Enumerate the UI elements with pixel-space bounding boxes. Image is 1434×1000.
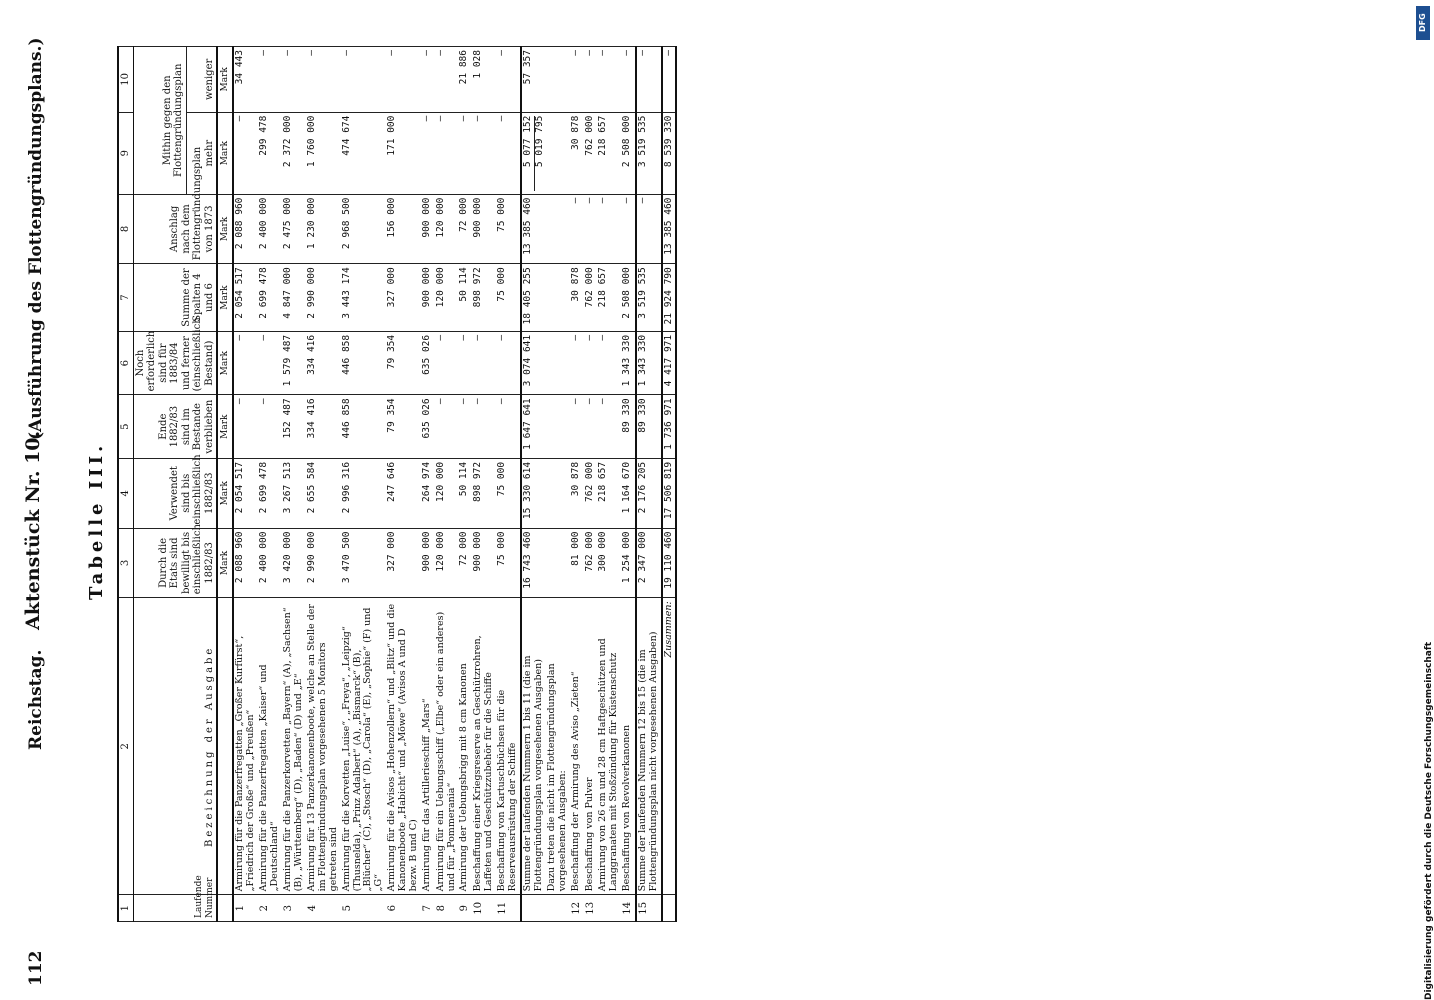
cell-c3: 75 000 bbox=[496, 528, 521, 598]
cell-c6: 1 579 487 bbox=[282, 331, 306, 395]
cell-n: 14 bbox=[621, 895, 636, 922]
header-mehr: mehr bbox=[186, 112, 217, 194]
col-num: 2 bbox=[118, 598, 133, 895]
cell-c10: — bbox=[597, 47, 621, 113]
cell-c8: — bbox=[597, 194, 621, 264]
cell-c4: 218 657 bbox=[597, 458, 621, 528]
unit-row bbox=[217, 47, 233, 922]
cell-desc: Armirung für das Artillerieschiff „Mars“ bbox=[421, 598, 435, 895]
cell-c7: 4 847 000 bbox=[282, 264, 306, 332]
cell-c5: 89 330 bbox=[621, 395, 636, 459]
cell-c5: 446 858 bbox=[341, 395, 387, 459]
cell-c3: 2 088 960 bbox=[233, 528, 258, 598]
header-weniger: weniger bbox=[186, 47, 217, 113]
cell-c9: 171 000 bbox=[386, 112, 421, 194]
col-num: 3 bbox=[118, 528, 133, 598]
col-num: 9 bbox=[118, 112, 133, 194]
cell-n: 12 bbox=[570, 895, 584, 922]
cell-desc: Armirung für die Avisos „Hohenzollern“ und „Blitz“ und die Kanonenboote „Habicht“ und „Möwe“ (Avisos A und D bezw. B und C) bbox=[386, 598, 421, 895]
digitization-note: Digitalisierung gefördert durch die Deutsche Forschungsgemeinschaft bbox=[1424, 641, 1434, 1000]
cell-c7: 75 000 bbox=[496, 264, 521, 332]
cell-c3: 16 743 460 bbox=[521, 528, 547, 598]
cell-c6: — bbox=[597, 331, 621, 395]
total-row bbox=[662, 47, 677, 922]
cell-c8: 120 000 bbox=[435, 194, 459, 264]
cell-c10: — bbox=[662, 47, 677, 113]
cell-c8: 2 475 000 bbox=[282, 194, 306, 264]
column-number-row bbox=[118, 47, 133, 922]
sum-desc: Summe der laufenden Nummern 12 bis 15 (die im Flottengründungsplan nicht vorgesehenen Ausgaben) bbox=[636, 598, 662, 895]
cell-c4: 75 000 bbox=[496, 458, 521, 528]
cell-n: 6 bbox=[386, 895, 421, 922]
cell-c7: 3 443 174 bbox=[341, 264, 387, 332]
cell-c9: 8 539 330 bbox=[662, 112, 677, 194]
cell-c8: 13 385 460 bbox=[521, 194, 547, 264]
cell-c5: — bbox=[570, 395, 584, 459]
cell-c4: 1 164 670 bbox=[621, 458, 636, 528]
cell-c4: 2 699 478 bbox=[258, 458, 282, 528]
cell-c10: — bbox=[435, 47, 459, 113]
cell-n: 8 bbox=[435, 895, 459, 922]
cell-c5: 635 026 bbox=[421, 395, 435, 459]
cell-desc: Armirung von 26 cm und 28 cm Haftgeschützen und Langgranaten mit Stoßzündung für Küstenschutz bbox=[597, 598, 621, 895]
cell-c9: 2 508 000 bbox=[621, 112, 636, 194]
cell-c4: 50 114 bbox=[458, 458, 472, 528]
cell-c4: 2 054 517 bbox=[233, 458, 258, 528]
col-num: 7 bbox=[118, 264, 133, 332]
cell-n bbox=[597, 895, 621, 922]
header-bezeichnung: Bezeichnung der Ausgabe bbox=[133, 598, 217, 895]
sum-row-unplanned bbox=[636, 47, 662, 922]
cell-c6: — bbox=[496, 331, 521, 395]
cell-desc: Armirung für 13 Panzerkanonenboote, welche an Stelle der im Flottengründungsplan vorgesehenen 5 Monitors getreten sind bbox=[306, 598, 341, 895]
cell-n: 11 bbox=[496, 895, 521, 922]
unit-label: Mark bbox=[217, 194, 233, 264]
col-num: 4 bbox=[118, 458, 133, 528]
table-row bbox=[421, 47, 435, 922]
cell-c6: — bbox=[584, 331, 598, 395]
col-num: 1 bbox=[118, 895, 133, 922]
cell-c10: — bbox=[258, 47, 282, 113]
cell-n: 2 bbox=[258, 895, 282, 922]
unit-label: Mark bbox=[217, 528, 233, 598]
header-summe: Summe der Spalten 4 und 6 bbox=[133, 264, 217, 332]
cell-n: 13 bbox=[584, 895, 598, 922]
cell-c4: 2 176 205 bbox=[636, 458, 662, 528]
cell-c9: 1 760 000 bbox=[306, 112, 341, 194]
dfg-logo: DFG bbox=[1416, 6, 1430, 40]
cell-c6: 334 416 bbox=[306, 331, 341, 395]
cell-c6: 635 026 bbox=[421, 331, 435, 395]
cell-c9: 30 878 bbox=[570, 112, 584, 194]
cell-c6: — bbox=[233, 331, 258, 395]
cell-c4: 247 646 bbox=[386, 458, 421, 528]
cell-c5: 79 354 bbox=[386, 395, 421, 459]
cell-c10: 34 443 bbox=[233, 47, 258, 113]
table-body-planned bbox=[233, 47, 520, 922]
sum-desc: Summe der laufenden Nummern 1 bis 11 (die im Flottengründungsplan vorgesehenen Ausgaben) bbox=[521, 598, 547, 895]
unit-label: Mark bbox=[217, 458, 233, 528]
cell-c3: 2 400 000 bbox=[258, 528, 282, 598]
cell-c7: 762 000 bbox=[584, 264, 598, 332]
table-title: Tabelle III. bbox=[86, 441, 107, 600]
cell-c9: 2 372 000 bbox=[282, 112, 306, 194]
cell-c4: 30 878 bbox=[570, 458, 584, 528]
cell-c3: 3 420 000 bbox=[282, 528, 306, 598]
cell-c10: 21 886 bbox=[458, 47, 472, 113]
cell-n: 10 bbox=[472, 895, 496, 922]
cell-c8: — bbox=[584, 194, 598, 264]
unit-label: Mark bbox=[217, 331, 233, 395]
unit-label: Mark bbox=[217, 112, 233, 194]
table-row bbox=[472, 47, 496, 922]
cell-c7: 21 924 790 bbox=[662, 264, 677, 332]
header-subtitle: (Ausführung des Flottengründungsplans.) bbox=[26, 37, 46, 440]
cell-c10: 57 357 bbox=[521, 47, 547, 113]
cell-c6: 446 858 bbox=[341, 331, 387, 395]
cell-c5: — bbox=[233, 395, 258, 459]
cell-c7: 2 508 000 bbox=[621, 264, 636, 332]
cell-c10: 1 028 bbox=[472, 47, 496, 113]
sum-c9-net: 5 019 795 bbox=[534, 116, 546, 191]
cell-c8: 156 000 bbox=[386, 194, 421, 264]
header-laufende-nummer: Laufende Nummer bbox=[133, 895, 217, 922]
cell-c4: 762 000 bbox=[584, 458, 598, 528]
cell-c9: 3 519 535 bbox=[636, 112, 662, 194]
header-bewilligt: Durch die Etats sind bewilligt bis einschließlich 1882/83 bbox=[133, 528, 217, 598]
cell-c5: — bbox=[496, 395, 521, 459]
cell-c8: 900 000 bbox=[472, 194, 496, 264]
cell-c6: 79 354 bbox=[386, 331, 421, 395]
cell-c9: — bbox=[435, 112, 459, 194]
cell-desc: Armirung für die Panzerfregatten „Kaiser“ und „Deutschland“ bbox=[258, 598, 282, 895]
col-num: 5 bbox=[118, 395, 133, 459]
cell-c7: 327 000 bbox=[386, 264, 421, 332]
cell-n: 1 bbox=[233, 895, 258, 922]
cell-c6: 1 343 330 bbox=[636, 331, 662, 395]
table-row bbox=[570, 47, 584, 922]
cell-desc: Armirung für die Panzerfregatten „Großer Kurfürst“, „Friedrich der Große“ und „Preußen“ bbox=[233, 598, 258, 895]
cell-c4: 17 506 819 bbox=[662, 458, 677, 528]
col-num: 6 bbox=[118, 331, 133, 395]
cell-c3: 2 990 000 bbox=[306, 528, 341, 598]
cell-desc: Beschaffung von Revolverkanonen bbox=[621, 598, 636, 895]
cell-n: 5 bbox=[341, 895, 387, 922]
cell-c10: — bbox=[496, 47, 521, 113]
cell-c4: 3 267 513 bbox=[282, 458, 306, 528]
table-row bbox=[621, 47, 636, 922]
cell-c5: 1 736 971 bbox=[662, 395, 677, 459]
cell-c9: — bbox=[472, 112, 496, 194]
table-row bbox=[386, 47, 421, 922]
table-row bbox=[306, 47, 341, 922]
cell-n: 3 bbox=[282, 895, 306, 922]
cell-c7: 2 699 478 bbox=[258, 264, 282, 332]
cell-desc: Armirung der Uebungsbrigg mit 8 cm Kanonen bbox=[458, 598, 472, 895]
cell-desc: Beschaffung von Kartuschbüchsen für die Reserveausrüstung der Schiffe bbox=[496, 598, 521, 895]
cell-c3: 1 254 000 bbox=[621, 528, 636, 598]
cell-c3: 81 000 bbox=[570, 528, 584, 598]
col-num: 8 bbox=[118, 194, 133, 264]
cell-n: 9 bbox=[458, 895, 472, 922]
cell-c6: 4 417 971 bbox=[662, 331, 677, 395]
cell-c3: 19 110 460 bbox=[662, 528, 677, 598]
cell-c3: 3 470 500 bbox=[341, 528, 387, 598]
cell-c8: 75 000 bbox=[496, 194, 521, 264]
cell-c8: — bbox=[636, 194, 662, 264]
header-row bbox=[133, 47, 186, 922]
cell-c8: 2 400 000 bbox=[258, 194, 282, 264]
header-anschlag: Anschlag nach dem Flottengründungsplan von 1873 bbox=[133, 194, 217, 264]
cell-desc: Beschaffung der Armirung des Aviso „Zieten“ bbox=[570, 598, 584, 895]
total-label: Zusammen: bbox=[662, 598, 677, 895]
cell-c6: 3 074 641 bbox=[521, 331, 547, 395]
cell-c5: — bbox=[584, 395, 598, 459]
unit-label: Mark bbox=[217, 395, 233, 459]
cell-c10: — bbox=[621, 47, 636, 113]
cell-c5: — bbox=[435, 395, 459, 459]
cell-c5: — bbox=[458, 395, 472, 459]
cell-c3: 327 000 bbox=[386, 528, 421, 598]
cell-c5: 89 330 bbox=[636, 395, 662, 459]
cell-c8: 2 088 960 bbox=[233, 194, 258, 264]
cell-desc: Beschaffung einer Kriegsreserve an Geschützrohren, Laffeten und Geschützzubehör für die Schiffe bbox=[472, 598, 496, 895]
cell-c10: — bbox=[386, 47, 421, 113]
cell-c3: 300 000 bbox=[597, 528, 621, 598]
header-erforderlich: Noch erforderlich sind für 1883/84 und ferner (einschließlich Bestand) bbox=[133, 331, 217, 395]
cell-c3: 72 000 bbox=[458, 528, 472, 598]
table-row bbox=[435, 47, 459, 922]
cell-c4: 898 972 bbox=[472, 458, 496, 528]
cell-c3: 900 000 bbox=[421, 528, 435, 598]
cell-c6: — bbox=[472, 331, 496, 395]
cell-c4: 15 330 614 bbox=[521, 458, 547, 528]
cell-c8: — bbox=[570, 194, 584, 264]
header-reichstag: Reichstag. bbox=[26, 649, 46, 750]
cell-c8: 2 968 500 bbox=[341, 194, 387, 264]
cell-c5: — bbox=[258, 395, 282, 459]
cell-c9: 218 657 bbox=[597, 112, 621, 194]
cell-c6: — bbox=[458, 331, 472, 395]
table-row bbox=[584, 47, 598, 922]
cell-c10: — bbox=[570, 47, 584, 113]
cell-c7: 50 114 bbox=[458, 264, 472, 332]
cell-c4: 2 996 316 bbox=[341, 458, 387, 528]
cell-c9: 299 478 bbox=[258, 112, 282, 194]
cell-c8: 13 385 460 bbox=[662, 194, 677, 264]
cell-c4: 120 000 bbox=[435, 458, 459, 528]
table-row bbox=[496, 47, 521, 922]
table-row bbox=[233, 47, 258, 922]
cell-c10: — bbox=[636, 47, 662, 113]
cell-n: 15 bbox=[636, 895, 662, 922]
cell-c9: — bbox=[458, 112, 472, 194]
table-row bbox=[282, 47, 306, 922]
sum-c9: 5 077 152 bbox=[521, 115, 533, 168]
cell-c6: 1 343 330 bbox=[621, 331, 636, 395]
cell-c7: 120 000 bbox=[435, 264, 459, 332]
header-verwendet: Verwendet sind bis einschließlich 1882/83 bbox=[133, 458, 217, 528]
cell-c7: 18 405 255 bbox=[521, 264, 547, 332]
cell-c8: 72 000 bbox=[458, 194, 472, 264]
cell-c10: — bbox=[341, 47, 387, 113]
cell-c3: 2 347 000 bbox=[636, 528, 662, 598]
cell-n: 4 bbox=[306, 895, 341, 922]
cell-c4: 264 974 bbox=[421, 458, 435, 528]
intro-row bbox=[546, 47, 570, 922]
cell-c5: — bbox=[472, 395, 496, 459]
cell-c7: 900 000 bbox=[421, 264, 435, 332]
cell-c5: 1 647 641 bbox=[521, 395, 547, 459]
cell-c8: — bbox=[621, 194, 636, 264]
cell-c9: 762 000 bbox=[584, 112, 598, 194]
table-body-unplanned bbox=[570, 47, 635, 922]
cell-c7: 2 990 000 bbox=[306, 264, 341, 332]
cell-c5: 334 416 bbox=[306, 395, 341, 459]
header-title: Aktenstück Nr. 10. bbox=[22, 430, 44, 630]
cell-c6: — bbox=[570, 331, 584, 395]
cell-c8: 900 000 bbox=[421, 194, 435, 264]
cell-c7: 2 054 517 bbox=[233, 264, 258, 332]
cell-c7: 218 657 bbox=[597, 264, 621, 332]
cell-desc: Armirung für die Panzerkorvetten „Bayern“ (A), „Sachsen“ (B), „Württemberg“ (D), „Baden“ (D) und „E“ bbox=[282, 598, 306, 895]
cell-desc: Armirung für ein Uebungsschiff („Elbe“ oder ein anderes) und für „Pommerania“ bbox=[435, 598, 459, 895]
cell-c7: 898 972 bbox=[472, 264, 496, 332]
cell-c9: 474 674 bbox=[341, 112, 387, 194]
sum-row-planned bbox=[521, 47, 547, 922]
cell-c9 bbox=[521, 112, 547, 194]
cell-desc: Armirung für die Korvetten „Luise“, „Freya“, „Leipzig“ (Thusnelda), „Prinz Adalbert“ (A), „Bismarck“ (B), „Blücher“ (C), „Stosch“ (D), „Carola“ (E), „Sophie“ (F) und „G“ bbox=[341, 598, 387, 895]
cell-c9: — bbox=[233, 112, 258, 194]
cell-c3: 120 000 bbox=[435, 528, 459, 598]
table-row bbox=[341, 47, 387, 922]
col-num: 10 bbox=[118, 47, 133, 113]
cell-c8: 1 230 000 bbox=[306, 194, 341, 264]
cell-c3: 900 000 bbox=[472, 528, 496, 598]
unit-label: Mark bbox=[217, 264, 233, 332]
intro-text: Dazu treten die nicht im Flottengründungsplan vorgesehenen Ausgaben: bbox=[546, 598, 570, 895]
cell-c5: — bbox=[597, 395, 621, 459]
cell-c5: 152 487 bbox=[282, 395, 306, 459]
table-row bbox=[597, 47, 621, 922]
header-mithin: Mithin gegen den Flottengründungsplan bbox=[133, 47, 186, 195]
data-table bbox=[117, 46, 677, 922]
cell-c3: 762 000 bbox=[584, 528, 598, 598]
cell-c6: — bbox=[258, 331, 282, 395]
cell-c10: — bbox=[421, 47, 435, 113]
cell-desc: Beschaffung von Pulver bbox=[584, 598, 598, 895]
cell-c7: 30 878 bbox=[570, 264, 584, 332]
cell-c9: — bbox=[496, 112, 521, 194]
cell-c9: — bbox=[421, 112, 435, 194]
header-bestand: Ende 1882/83 sind im Bestande verblieben bbox=[133, 395, 217, 459]
table-row bbox=[258, 47, 282, 922]
cell-c10: — bbox=[282, 47, 306, 113]
unit-label: Mark bbox=[217, 47, 233, 113]
cell-c7: 3 519 535 bbox=[636, 264, 662, 332]
cell-c4: 2 655 584 bbox=[306, 458, 341, 528]
cell-c6: — bbox=[435, 331, 459, 395]
page-number: 112 bbox=[26, 950, 46, 986]
cell-n: 7 bbox=[421, 895, 435, 922]
table-row bbox=[458, 47, 472, 922]
cell-c10: — bbox=[306, 47, 341, 113]
cell-c10: — bbox=[584, 47, 598, 113]
